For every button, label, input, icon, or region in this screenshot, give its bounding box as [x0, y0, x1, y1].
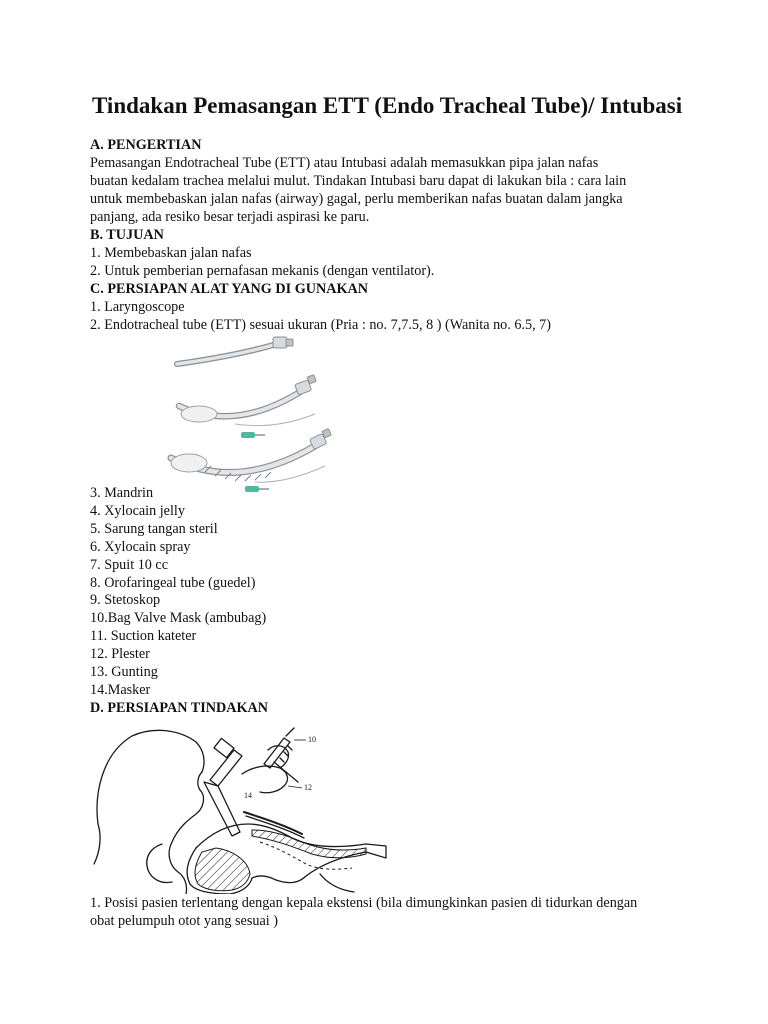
section-heading-a: A. PENGERTIAN — [90, 137, 202, 153]
figure-label: 10 — [308, 735, 316, 744]
paragraph-line: untuk membebaskan jalan nafas (airway) gagal, perlu memberikan nafas buatan dalam jangka — [90, 190, 623, 207]
section-persiapan-alat-list — [90, 485, 710, 718]
list-item: 9. Stetoskop — [90, 592, 161, 609]
list-item: 3. Mandrin — [90, 485, 154, 501]
list-item: 12. Plester — [90, 646, 150, 663]
section-tujuan — [90, 227, 710, 281]
figure-label: 14 — [244, 791, 252, 800]
section-heading-d: D. PERSIAPAN TINDAKAN — [90, 699, 269, 716]
section-persiapan-alat — [90, 281, 710, 335]
intubation-illustration — [92, 724, 388, 894]
section-heading-c: C. PERSIAPAN ALAT YANG DI GUNAKAN — [90, 281, 368, 297]
document-title: Tindakan Pemasangan ETT (Endo Tracheal Tube)/ Intubasi — [92, 93, 683, 118]
list-item: 7. Spuit 10 cc — [90, 556, 169, 573]
endotracheal-tube-image — [165, 334, 335, 498]
list-item: 2. Endotracheal tube (ETT) sesuai ukuran (Pria : no. 7,7.5, 8 ) (Wanita no. 6.5, 7) — [90, 316, 552, 333]
ett-tube-2 — [179, 375, 316, 438]
list-item: 14.Masker — [90, 681, 151, 698]
list-item: 4. Xylocain jelly — [90, 502, 185, 519]
list-item: 2. Untuk pemberian pernafasan mekanis (dengan ventilator). — [90, 262, 435, 279]
list-item: 11. Suction kateter — [90, 628, 197, 645]
section-pengertian — [90, 137, 710, 227]
list-item: 1. Membebaskan jalan nafas — [90, 244, 252, 261]
step-line: obat pelumpuh otot yang sesuai ) — [90, 912, 278, 929]
patient-head-hatch — [195, 848, 250, 891]
figure-label: 12 — [304, 783, 312, 792]
list-item: 10.Bag Valve Mask (ambubag) — [90, 610, 267, 627]
step-line: 1. Posisi pasien terlentang dengan kepala ekstensi (bila dimungkinkan pasien di tidurkan dengan — [90, 895, 638, 911]
list-item: 6. Xylocain spray — [90, 538, 191, 555]
ett-tube-3 — [171, 429, 331, 492]
paragraph-line: Pemasangan Endotracheal Tube (ETT) atau Intubasi adalah memasukkan pipa jalan nafas — [90, 154, 599, 171]
ett-tube-1 — [177, 337, 293, 364]
list-item: 8. Orofaringeal tube (guedel) — [90, 574, 256, 591]
list-item: 1. Laryngoscope — [90, 298, 185, 315]
section-heading-b: B. TUJUAN — [90, 227, 164, 243]
list-item: 5. Sarung tangan steril — [90, 520, 218, 537]
paragraph-line: buatan kedalam trachea melalui mulut. Tindakan Intubasi baru dapat di lakukan bila : cara lain — [90, 172, 627, 189]
paragraph-line: panjang, ada resiko besar terjadi aspirasi ke paru. — [90, 208, 370, 225]
operator-head-outline — [97, 730, 204, 824]
list-item: 13. Gunting — [90, 664, 158, 681]
section-persiapan-tindakan-steps — [90, 895, 710, 931]
